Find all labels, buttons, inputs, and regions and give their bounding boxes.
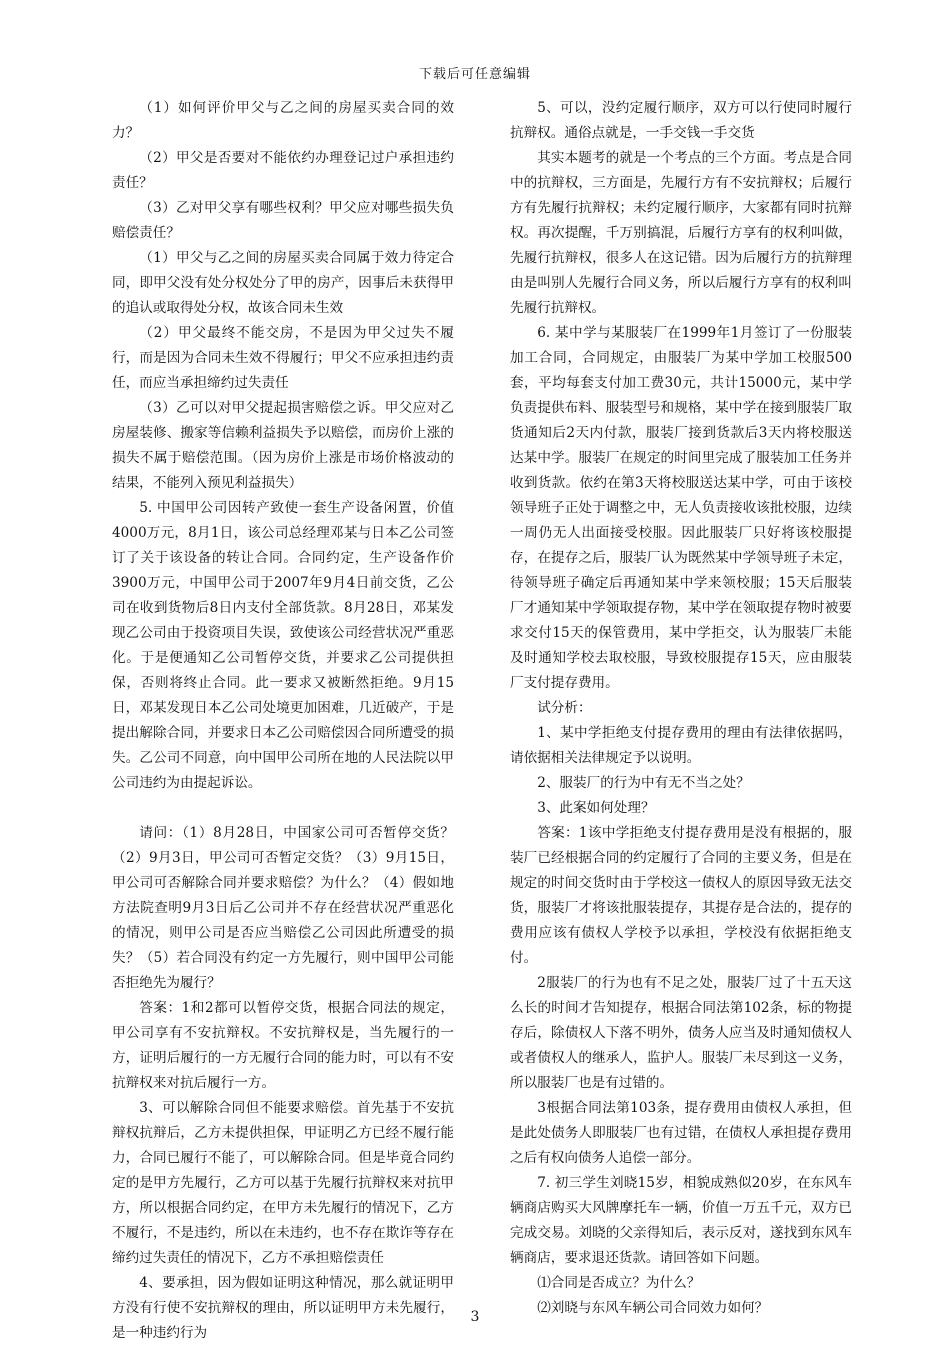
case-7-paragraph: 7. 初三学生刘晓15岁，相貌成熟似20岁，在东风车辆商店购买大风牌摩托车一辆，价值一万五千元，双方已完成交易。刘晓的父亲得知后，表示反对，遂找到东风车辆商店，要求退还货款。请回答如下问题。 (510, 1175, 852, 1266)
page-header: 下载后可任意编辑 (418, 67, 531, 82)
question-paragraph: 2、服装厂的行为中有无不当之处？ (537, 775, 750, 791)
answer-paragraph: （3）乙可以对甲父提起损害赔偿之诉。甲父应对乙房屋装修、搬家等信赖利益损失予以赔偿，而房价上涨的损失不属于赔偿范围。（因为房价上涨是市场价格波动的结果，不能列入预见利益损失） (112, 400, 454, 491)
question-paragraph: ⑴合同是否成立？为什么？ (537, 1275, 701, 1291)
question-paragraph: 3、此案如何处理？ (537, 800, 655, 816)
question-paragraph: ⑵刘晓与东风车辆公司合同效力如何？ (537, 1300, 769, 1316)
case-5-paragraph: 5. 中国甲公司因转产致使一套生产设备闲置，价值4000万元，8月1日，该公司总经理邓某与日本乙公司签订了关于该设备的转让合同。合同约定，生产设备作价3900万元，中国甲公司于2007年9月4日前交货，乙公司在收到货物后8日内支付全部货款。8月28日，邓某发现乙公司由于投资项目失误，致使该公司经营状况严重恶化。于是便通知乙公司暂停交货，并要求乙公司提供担保，否则将终止合同。此一要求又被断然拒绝。9月15日，邓某发现日本乙公司处境更加困难，几近破产，于是提出解除合同，并要求日本乙公司赔偿因合同所遭受的损失。乙公司不同意，向中国甲公司所在地的人民法院以甲公司违约为由提起诉讼。 (112, 500, 454, 791)
answer-paragraph: （1）甲父与乙之间的房屋买卖合同属于效力待定合同，即甲父没有处分权处分了甲的房产，因事后未获得甲的追认或取得处分权，故该合同未生效 (112, 250, 454, 316)
case-6-paragraph: 6. 某中学与某服装厂在1999年1月签订了一份服装加工合同，合同规定，由服装厂为某中学加工校服500套，平均每套支付加工费30元，共计15000元，某中学负责提供布料、服装型号和规格，某中学在接到服装厂取货通知后2天内付款，服装厂接到货款后3天内将校服送达某中学。服装厂在规定的时间里完成了服装加工任务并收到货款。依约在第3天将校服送达某中学，可由于该校领导班子正处于调整之中，无人负责接收该批校服，边续一周仍无人出面接受校服。因此服装厂只好将该校服提存，在提存之后，服装厂认为既然某中学领导班子未定，待领导班子确定后再通知某中学来领校服；15天后服装厂才通知某中学领取提存物，某中学在领取提存物时被要求交付15天的保管费用，某中学拒交，认为服装厂未能及时通知学校去取校服，导致校服提存15天，应由服装厂支付提存费用。 (510, 325, 852, 691)
answer-paragraph: 2服装厂的行为也有不足之处，服装厂过了十五天这么长的时间才告知提存，根据合同法第102条，标的物提存后，除债权人下落不明外，债务人应当及时通知债权人或者债权人的继承人，监护人。服装厂未尽到这一义务，所以服装厂也是有过错的。 (510, 975, 852, 1091)
answer-paragraph: 3根据合同法第103条，提存费用由债权人承担，但是此处债务人即服装厂也有过错，在债权人承担提存费用之后有权向债务人追偿一部分。 (510, 1100, 852, 1166)
question-paragraph: 1、某中学拒绝支付提存费用的理由有法律依据吗，请依据相关法律规定予以说明。 (510, 725, 852, 766)
answer-paragraph: 答案：1该中学拒绝支付提存费用是没有根据的，服装厂已经根据合同的约定履行了合同的主要义务，但是在规定的时间交货时由于学校这一债权人的原因导致无法交货，服装厂才将该批服装提存，其提存是合法的，提存的费用应该有债权人学校予以承担，学校没有依据拒绝支付。 (510, 825, 852, 966)
answer-paragraph: （2）甲父最终不能交房，不是因为甲父过失不履行，而是因为合同未生效不得履行；甲父不应承担违约责任，而应当承担缔约过失责任 (112, 325, 454, 391)
analysis-heading: 试分析： (537, 700, 592, 716)
answer-paragraph: 3、可以解除合同但不能要求赔偿。首先基于不安抗辩权抗辩后，乙方未提供担保，甲证明乙方已经不履行能力，合同已履行不能了，可以解除合同。但是毕竟合同约定的是甲方先履行，乙方可以基于先履行抗辩权来对抗甲方，所以根据合同约定，在甲方未先履行的情况下，乙方不履行，不是违约，所以在未违约，也不存在欺诈等存在缔约过失责任的情况下，乙方不承担赔偿责任 (112, 1100, 454, 1266)
question-paragraph: （1）如何评价甲父与乙之间的房屋买卖合同的效力？ (112, 100, 454, 141)
page-number: 3 (470, 1309, 480, 1325)
question-paragraph: （2）甲父是否要对不能依约办理登记过户承担违约责任？ (112, 150, 454, 191)
answer-paragraph: 5、可以，没约定履行顺序，双方可以行使同时履行抗辩权。通俗点就是，一手交钱一手交货 (510, 100, 852, 141)
explanation-paragraph: 其实本题考的就是一个考点的三个方面。考点是合同中的抗辩权，三方面是，先履行方有不安抗辩权；后履行方有先履行抗辩权；未约定履行顺序，大家都有同时抗辩权。再次提醒，千万别搞混，后履行方享有的权利叫做，先履行抗辩权，很多人在这记错。因为后履行方的抗辩理由是叫别人先履行合同义务，所以后履行方享有的权利叫先履行抗辩权。 (510, 150, 852, 316)
answer-paragraph: 4、要承担，因为假如证明这种情况，那么就证明甲方没有行使不安抗辩权的理由，所以证明甲方未先履行，是一种违约行为 (112, 1275, 454, 1341)
right-column (510, 96, 852, 1321)
case-5-questions: 请问：（1）8月28日，中国家公司可否暂停交货？（2）9月3日，甲公司可否暂定交货？（3）9月15日，甲公司可否解除合同并要求赔偿？为什么？（4）假如地方法院查明9月3日后乙公司并不存在经营状况严重恶化的情况，则甲公司是否应当赔偿乙公司因此所遭受的损失？（5）若合同没有约定一方先履行，则中国甲公司能否拒绝先为履行？ (112, 825, 454, 991)
question-paragraph: （3）乙对甲父享有哪些权利？甲父应对哪些损失负赔偿责任？ (112, 200, 454, 241)
left-column (112, 96, 454, 1346)
answer-paragraph: 答案：1和2都可以暂停交货，根据合同法的规定，甲公司享有不安抗辩权。不安抗辩权是，当先履行的一方，证明后履行的一方无履行合同的能力时，可以有不安抗辩权来对抗后履行一方。 (112, 1000, 454, 1091)
